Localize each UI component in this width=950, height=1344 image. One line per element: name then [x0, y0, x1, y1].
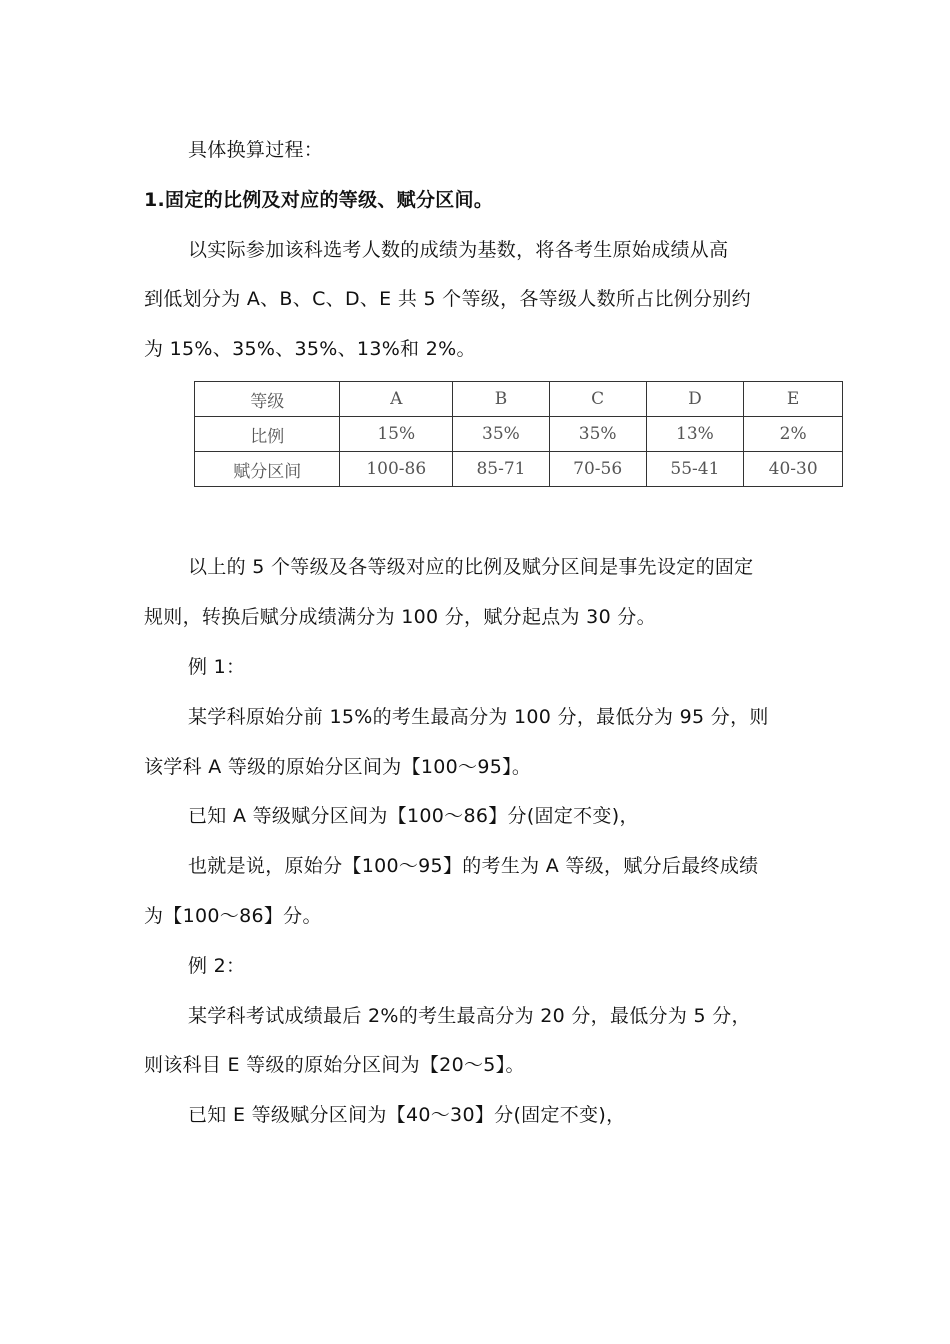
- rule-line-2: 规则，转换后赋分成绩满分为 100 分，赋分起点为 30 分。: [144, 606, 656, 628]
- example-1-line-1: 某学科原始分前 15%的考生最高分为 100 分，最低分为 95 分，则: [188, 706, 769, 728]
- description-line-1: 以实际参加该科选考人数的成绩为基数，将各考生原始成绩从高: [188, 239, 729, 261]
- example-2-line-3: 已知 E 等级赋分区间为【40～30】分(固定不变)，: [188, 1104, 626, 1126]
- section-heading: 1.固定的比例及对应的等级、赋分区间。: [144, 189, 494, 211]
- table-cell: 35%: [453, 417, 550, 452]
- intro-paragraph: 具体换算过程：: [188, 139, 324, 161]
- description-line-3: 为 15%、35%、35%、13%和 2%。: [144, 338, 476, 360]
- example-1-line-3: 已知 A 等级赋分区间为【100～86】分(固定不变)，: [188, 805, 639, 827]
- table-cell: 55-41: [646, 452, 744, 487]
- table-cell: 85-71: [453, 452, 550, 487]
- table-cell: 35%: [549, 417, 646, 452]
- example-1-line-5: 为【100～86】分。: [144, 905, 322, 927]
- table-cell: D: [646, 382, 744, 417]
- example-1-line-2: 该学科 A 等级的原始分区间为【100～95】。: [144, 756, 532, 778]
- table-cell: 100-86: [340, 452, 453, 487]
- table-row: [195, 382, 843, 417]
- description-line-2: 到低划分为 A、B、C、D、E 共 5 个等级，各等级人数所占比例分别约: [144, 288, 751, 310]
- table-cell: A: [340, 382, 453, 417]
- table-cell: 2%: [744, 417, 843, 452]
- row-header: 等级: [195, 382, 340, 417]
- table-row: [195, 452, 843, 487]
- table-cell: 40-30: [744, 452, 843, 487]
- row-header: 比例: [195, 417, 340, 452]
- example-1-label: 例 1：: [188, 656, 246, 678]
- example-2-line-2: 则该科目 E 等级的原始分区间为【20～5】。: [144, 1054, 525, 1076]
- example-2-label: 例 2：: [188, 955, 246, 977]
- example-1-line-4: 也就是说，原始分【100～95】的考生为 A 等级，赋分后最终成绩: [188, 855, 759, 877]
- table-cell: B: [453, 382, 550, 417]
- table-row: [195, 417, 843, 452]
- table-cell: 15%: [340, 417, 453, 452]
- table-cell: E: [744, 382, 843, 417]
- table-cell: 70-56: [549, 452, 646, 487]
- grade-table: [194, 381, 843, 487]
- example-2-line-1: 某学科考试成绩最后 2%的考生最高分为 20 分，最低分为 5 分，: [188, 1005, 751, 1027]
- table-cell: 13%: [646, 417, 744, 452]
- table-cell: C: [549, 382, 646, 417]
- rule-line-1: 以上的 5 个等级及各等级对应的比例及赋分区间是事先设定的固定: [188, 556, 754, 578]
- row-header: 赋分区间: [195, 452, 340, 487]
